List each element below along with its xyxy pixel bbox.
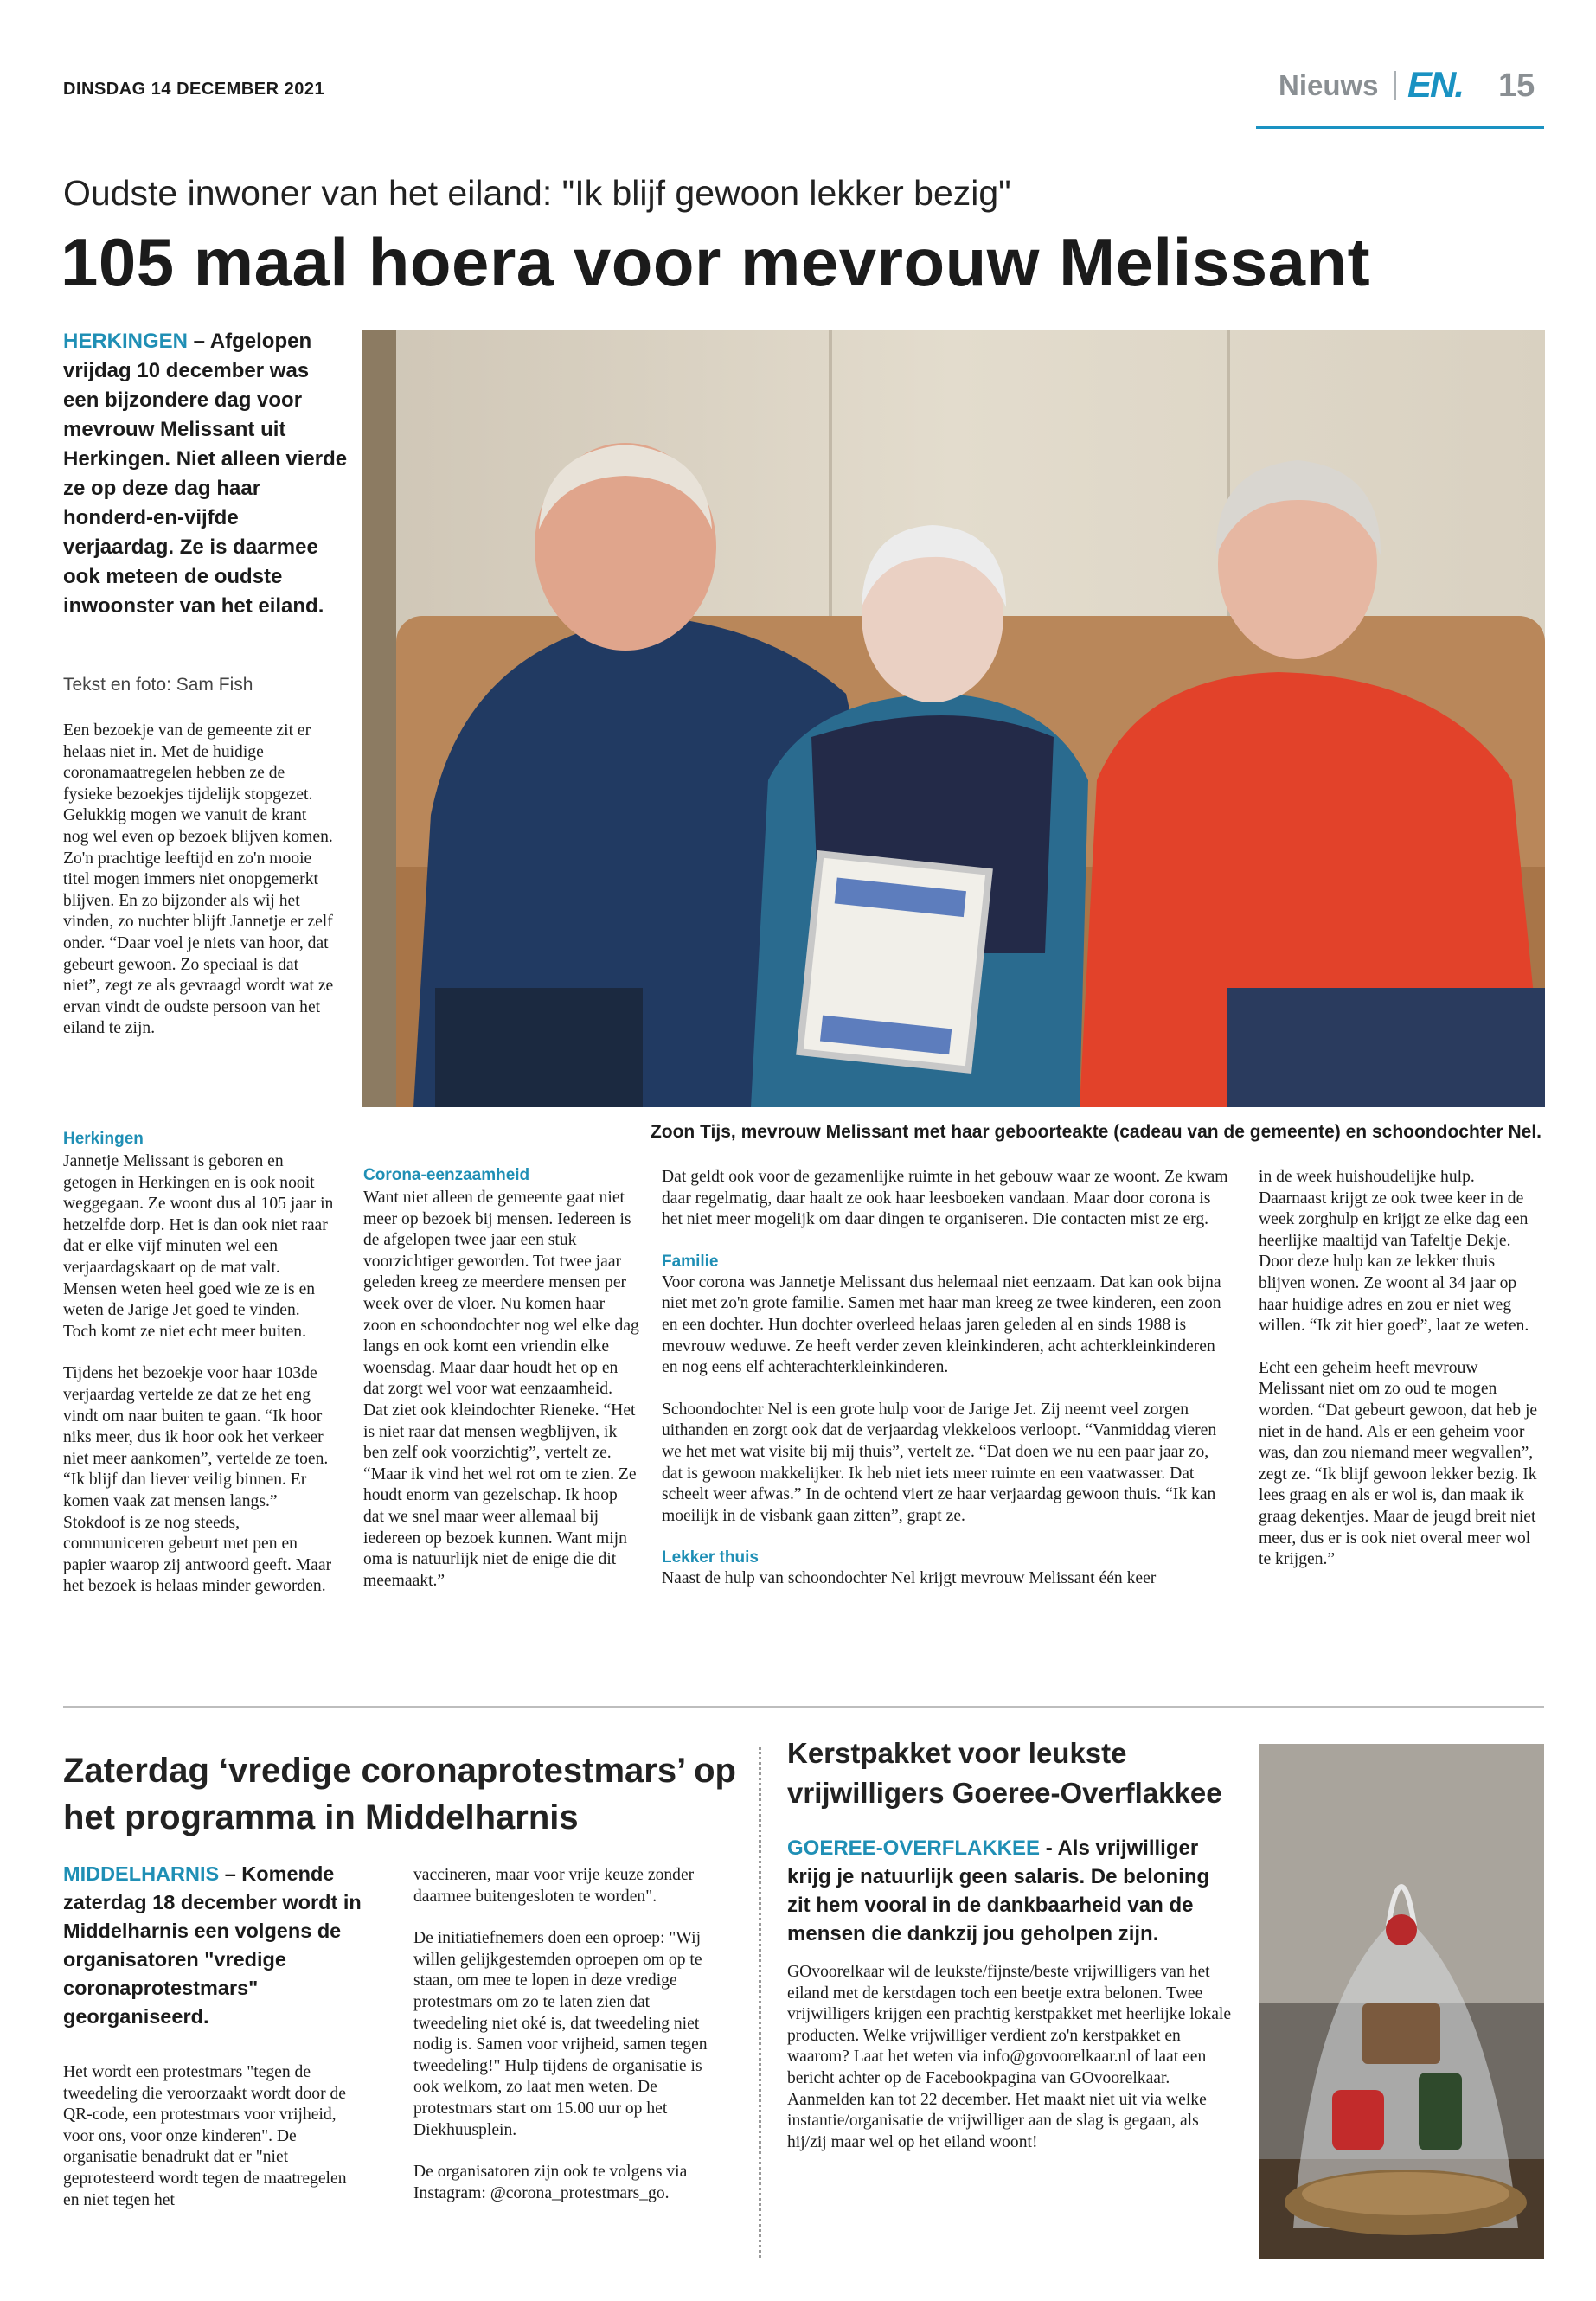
gift-basket-photo [1259, 1744, 1544, 2259]
protest-body-b [413, 1865, 725, 2225]
paragraph: in de week huishoudelijke hulp. Daarnaast krijgt ze ook twee keer in de week zorghulp en krijgt ze elke dag een heerlijke maaltijd van Tafeltje Dekje. Door deze hulp kan ze lekker thuis blijven wonen. Ze woont al 34 jaar op haar huidige adres en zou er niet weg willen. “Ik zit hier goed”, laat ze weten. [1259, 1168, 1529, 1336]
section-divider [63, 1706, 1544, 1708]
article-headline: 105 maal hoera voor mevrouw Melissant [61, 224, 1371, 300]
kerstpakket-body: GOvoorelkaar wil de leukste/fijnste/beste vrijwilligers van het eiland met de kerstdagen toch een beetje extra belonen. Twee vrijwilligers krijgen een prachtig kerstpakket met heerlijke lokale producten. Welke vrijwilliger verdient zo'n kerstpakket en waarom? Laat het weten via info@govoorelkaar.nl of laat een bericht achter op de Facebookpagina van GOvoorelkaar. Aanmelden kan tot 22 december. Het maakt niet uit via welke instantie/organisatie de vrijwilliger aan de slag is gegaan, als hij/zij maar wel op het eiland woont! [787, 1963, 1232, 2151]
newspaper-logo: EN. [1407, 64, 1464, 105]
subhead-lekker-thuis: Lekker thuis [662, 1548, 759, 1567]
page-number: 15 [1498, 67, 1535, 104]
section-label: Nieuws [1279, 69, 1379, 101]
protest-headline: Zaterdag ‘vredige coronaprotestmars’ op het programma in Middelharnis [63, 1752, 736, 1836]
intro-text: - Als vrijwilliger krijg je natuurlijk geen salaris. De beloning zit hem vooral in de dankbaarheid van de mensen die dankzij jou geholpen zijn. [787, 1836, 1210, 1945]
protest-body-a: Het wordt een protestmars "tegen de tweedeling die veroorzaakt wordt door de QR-code, een protestmars voor vrijheid, voor ons, voor onze kinderen". De organisatie benadrukt dat er "niet geprotesteerd wordt tegen de maatregelen en niet tegen het [63, 2063, 347, 2209]
paragraph: Tijdens het bezoekje voor haar 103de verjaardag vertelde ze dat ze het eng vindt om naar buiten te gaan. “Ik hoor niks meer, dus ik hoor ook het verkeer niet meer aankomen”, vertelde ze toen. “Ik blijf dan liever veilig binnen. Er komen vaak zat mensen langs.” Stokdoof is ze nog steeds, communiceren gebeurt met pen en papier waarop zij antwoord geeft. Maar het bezoek is helaas minder geworden. [63, 1364, 332, 1596]
kerstpakket-headline: Kerstpakket voor leukste vrijwilligers Goeree-Overflakkee [787, 1737, 1222, 1809]
body-column-3 [662, 1167, 1233, 1611]
dotted-column-divider [759, 1747, 761, 2258]
subhead-corona-eenzaamheid: Corona-eenzaamheid [363, 1166, 530, 1184]
dateline: GOEREE-OVERFLAKKEE [787, 1836, 1041, 1860]
paragraph: De initiatiefnemers doen een oproep: "Wij willen gelijkgestemden oproepen om op te staan, om mee te lopen in deze vredige protestmars om zo te laten zien dat tweedeling niet oké is, dat tweedeling niet nodig is. Samen voor vrijheid, samen tegen tweedeling!" Hulp tijdens de organisatie is ook welkom, zo laat men weten. De protestmars start om 15.00 uur op het Diekhuusplein. [413, 1929, 708, 2139]
body-column-4 [1259, 1167, 1542, 1592]
dateline: MIDDELHARNIS [63, 1862, 220, 1885]
photo-caption: Zoon Tijs, mevrouw Melissant met haar geboorteakte (cadeau van de gemeente) en schoondochter Nel. [650, 1122, 1542, 1142]
issue-date: DINSDAG 14 DECEMBER 2021 [63, 80, 325, 99]
body-column-1b [63, 1151, 336, 1618]
paragraph: Naast de hulp van schoondochter Nel krijgt mevrouw Melissant één keer [662, 1569, 1157, 1588]
paragraph: De organisatoren zijn ook te volgens via Instagram: @corona_protestmars_go. [413, 2163, 688, 2202]
body-column-2: Want niet alleen de gemeente gaat niet meer op bezoek bij mensen. Iedereen is de afgelopen twee jaar een stuk voorzichtiger geworden. Tot twee jaar geleden kreeg ze meerdere mensen per week over de vloer. Nu komen haar zoon en schoondochter nog wel elke dag langs en ook komt een vriendin elke woensdag. Maar daar houdt het op en dat zorgt wel voor wat eenzaamheid. Dat ziet ook kleindochter Rieneke. “Het is niet raar dat mensen wegblijven, ik ben zelf ook voorzichtig”, vertelt ze. “Maar ik vind het wel rot om te zien. Ze houdt enorm van gezelschap. Ik hoop dat we snel maar weer allemaal bij iedereen op bezoek kunnen. Want mijn oma is natuurlijk niet de enige die dit meemaakt.” [363, 1189, 639, 1590]
paragraph: Schoondochter Nel is een grote hulp voor de Jarige Jet. Zij neemt veel zorgen uithanden en zorgt ook dat de verjaardag vlekkeloos verloopt. “Vanmiddag vieren we het met wat visite bij mij thuis”, vertelt ze. “Dat doen we nu een paar jaar zo, dat is gewoon makkelijker. Ik heb niet iets meer ruimte en een vaatwasser. Dat scheelt weer afwas.” In de ochtend viert ze haar verjaardag gewoon thuis. “Ik kan moeilijk in de visbank gaan zitten”, grapt ze. [662, 1400, 1217, 1525]
intro-text: – Afgelopen vrijdag 10 december was een bijzondere dag voor mevrouw Melissant uit Herkingen. Niet alleen vierde ze op deze dag haar honderd-en-vijfde verjaardag. Ze is daarmee ook meteen de oudste inwoonster van het eiland. [63, 330, 348, 618]
paragraph: vaccineren, maar voor vrije keuze zonder daarmee buitengesloten te worden". [413, 1866, 695, 1906]
header-rule [1256, 126, 1544, 129]
kerstpakket-intro [787, 1834, 1237, 1948]
intro-text: – Komende zaterdag 18 december wordt in Middelharnis een volgens de organisatoren "vredige coronaprotestmars" georganiseerd. [63, 1862, 362, 2028]
family-photo [362, 330, 1545, 1107]
protest-intro [63, 1860, 383, 2031]
header-separator [1394, 71, 1396, 100]
article-intro [63, 327, 349, 621]
paragraph: Voor corona was Jannetje Melissant dus helemaal niet eenzaam. Dat kan ook bijna niet met zo'n grote familie. Samen met haar man kreeg ze twee kinderen, een zoon en een dochter. Hun dochter overleed helaas jaren geleden al en sinds 1988 is mevrouw weduwe. Ze heeft verder zeven kleinkinderen, acht achterkleinkinderen en nog eens elf achterachterkleinkinderen. [662, 1272, 1221, 1377]
subhead-herkingen: Herkingen [63, 1130, 144, 1148]
body-column-1a: Een bezoekje van de gemeente zit er helaas niet in. Met de huidige coronamaatregelen hebben ze de fysieke bezoekjes tijdelijk stopgezet. Gelukkig mogen we vanuit de krant nog wel even op bezoek blijven komen. Zo'n prachtige leeftijd en zo'n mooie titel mogen immers niet onopgemerkt blijven. En zo bijzonder als wij het vinden, zo nuchter blijft Jannetje er zelf onder. “Daar voel je niets van hoor, dat gebeurt gewoon. Zo speciaal is dat niet”, zegt ze als gevraagd wordt wat ze ervan vindt de oudste persoon van het eiland te zijn. [63, 721, 334, 1038]
photo-credit: Tekst en foto: Sam Fish [63, 675, 253, 695]
dateline: HERKINGEN [63, 330, 189, 353]
article-kicker: Oudste inwoner van het eiland: "Ik blijf gewoon lekker bezig" [63, 173, 1011, 213]
paragraph: Dat geldt ook voor de gezamenlijke ruimte in het gebouw waar ze woont. Ze kwam daar regelmatig, daar haalt ze ook haar leesboeken vandaan. Maar door corona is het niet meer mogelijk om daar dingen te organiseren. Die contacten mist ze erg. [662, 1168, 1228, 1229]
paragraph: Echt een geheim heeft mevrouw Melissant niet om zo oud te mogen worden. “Dat gebeurt gewoon, dat heb je niet in de hand. Als er een geheim voor was, dan zou niemand meer wegvallen”, zegt ze. “Ik blijf gewoon lekker bezig. Ik lees graag en als er wol is, dan maak ik graag dekentjes. Maar de jeugd breit niet meer, dus er is ook niet overal meer wol te krijgen.” [1259, 1358, 1538, 1569]
subhead-familie: Familie [662, 1252, 719, 1271]
paragraph: Jannetje Melissant is geboren en getogen in Herkingen en is ook nooit weggegaan. Ze woont dus al 105 jaar in hetzelfde dorp. Het is dan ook niet raar dat er elke vijf minuten wel een verjaardagskaart op de mat valt. Mensen weten heel goed wie ze is en weten de Jarige Jet goed te vinden. Toch komt ze niet echt meer buiten. [63, 1152, 334, 1341]
